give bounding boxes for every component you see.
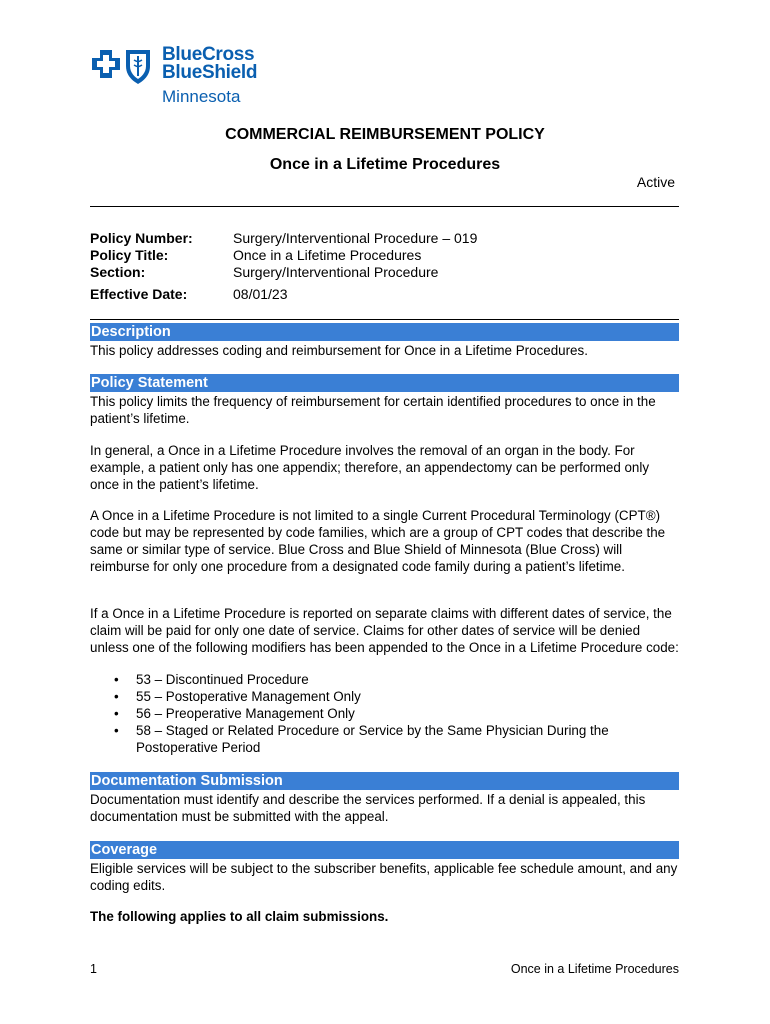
bullet-icon: • <box>114 723 119 738</box>
coverage-bold-note: The following applies to all claim submissions. <box>90 909 389 924</box>
policy-statement-p2: In general, a Once in a Lifetime Procedure involves the removal of an organ in the body. For example, a patient only has one appendix; therefore, an appendectomy can be performed only once in the patient’s lifetime. <box>90 443 650 492</box>
coverage-heading: Coverage <box>90 841 679 859</box>
effective-date-value: 08/01/23 <box>233 286 288 302</box>
effective-date-label: Effective Date: <box>90 286 188 302</box>
documentation-text: Documentation must identify and describe the services performed. If a denial is appealed, this documentation must be submitted with the appeal. <box>90 792 646 824</box>
coverage-text: Eligible services will be subject to the subscriber benefits, applicable fee schedule amount, and any coding edits. <box>90 861 678 893</box>
policy-statement-p1: This policy limits the frequency of reimbursement for certain identified procedures to once in the patient’s lifetime. <box>90 394 656 426</box>
footer-doc-title: Once in a Lifetime Procedures <box>510 962 679 976</box>
blue-cross-blue-shield-logo-icon <box>90 46 156 86</box>
description-heading: Description <box>90 323 679 341</box>
policy-statement-heading: Policy Statement <box>90 374 679 392</box>
page-number: 1 <box>90 962 97 976</box>
list-item: • 55 – Postoperative Management Only <box>114 689 361 704</box>
modifier-list <box>90 671 680 756</box>
bullet-icon: • <box>114 706 119 721</box>
bullet-icon: • <box>114 672 119 687</box>
policy-status: Active <box>636 174 675 190</box>
policy-statement-p4: If a Once in a Lifetime Procedure is reported on separate claims with different dates of service, the claim will be paid for only one date of service. Claims for other dates of service will be denied unless one of the following modifiers has been appended to the Once in a Lifetime Procedure code: <box>90 606 679 655</box>
bcbs-minnesota-logo <box>90 42 290 108</box>
document-title: COMMERCIAL REIMBURSEMENT POLICY <box>225 126 545 143</box>
section-value: Surgery/Interventional Procedure <box>233 264 439 280</box>
policy-title-value: Once in a Lifetime Procedures <box>233 247 422 263</box>
list-item: • 58 – Staged or Related Procedure or Service by the Same Physician During the Postoperative Period <box>114 723 609 755</box>
logo-wordmark: BlueCross BlueShield <box>162 44 258 83</box>
list-item: • 53 – Discontinued Procedure <box>114 672 309 687</box>
policy-number-label: Policy Number: <box>90 230 193 246</box>
description-text: This policy addresses coding and reimbursement for Once in a Lifetime Procedures. <box>90 343 588 358</box>
bullet-icon: • <box>114 689 119 704</box>
documentation-heading: Documentation Submission <box>90 772 679 790</box>
header-divider <box>90 206 679 207</box>
policy-number-value: Surgery/Interventional Procedure – 019 <box>233 230 478 246</box>
meta-divider <box>90 319 679 320</box>
policy-statement-p3: A Once in a Lifetime Procedure is not limited to a single Current Procedural Terminology (CPT®) code but may be represented by code families, which are a group of CPT codes that describe the same or similar type of service. Blue Cross and Blue Shield of Minnesota (Blue Cross) will reimburse for only one procedure from a designated code family during a patient’s lifetime. <box>90 508 666 574</box>
policy-title-label: Policy Title: <box>90 247 169 263</box>
document-subtitle: Once in a Lifetime Procedures <box>269 156 501 173</box>
section-label: Section: <box>90 264 146 280</box>
logo-region: Minnesota <box>162 87 241 106</box>
list-item: • 56 – Preoperative Management Only <box>114 706 355 721</box>
